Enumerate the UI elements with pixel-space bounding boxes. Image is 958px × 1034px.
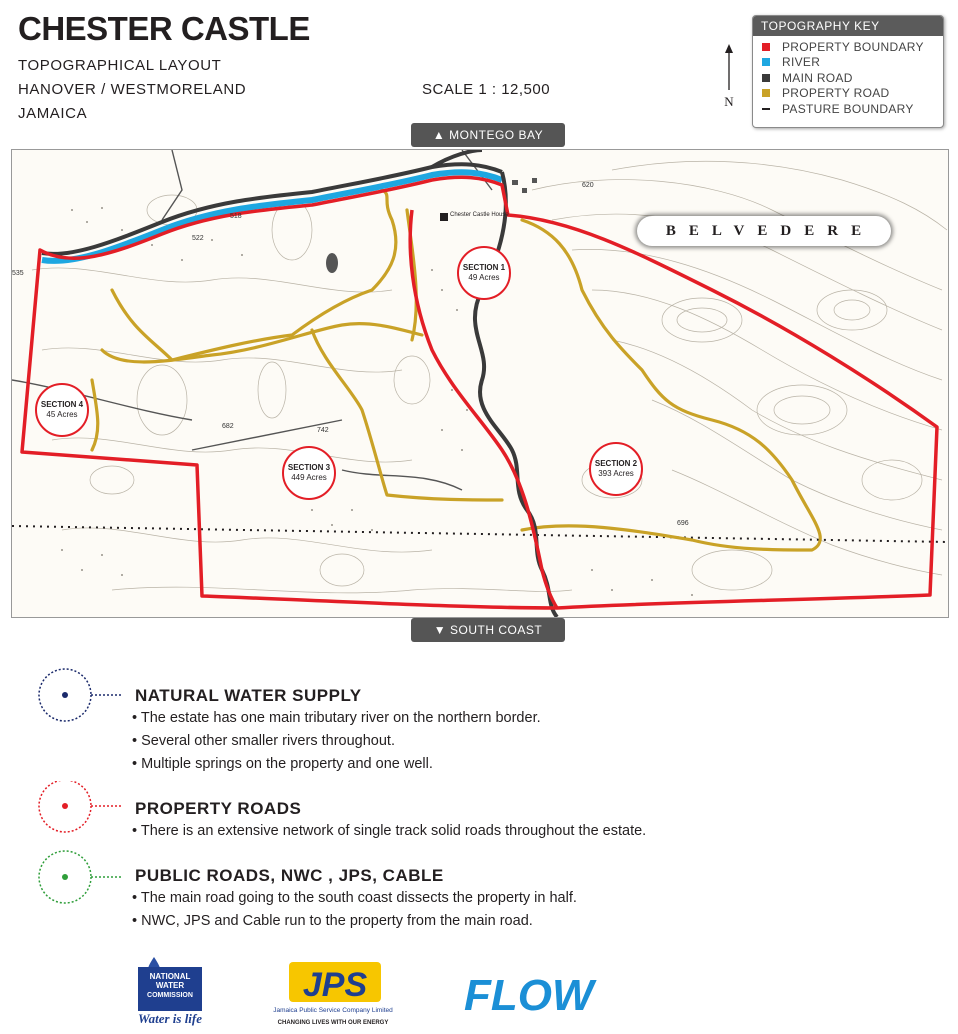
key-title: TOPOGRAPHY KEY — [753, 16, 943, 36]
north-arrow-icon — [718, 42, 740, 112]
gold-swatch-icon — [762, 89, 770, 97]
list-item: • Several other smaller rivers throughout. — [132, 733, 395, 749]
location-parishes: HANOVER / WESTMORELAND — [18, 81, 247, 98]
blue-swatch-icon — [762, 58, 770, 66]
montego-bay-direction: ▲ MONTEGO BAY — [411, 123, 565, 147]
elevation-label: 696 — [677, 520, 689, 527]
feature-public-roads — [30, 848, 930, 938]
elevation-label: 535 — [12, 270, 24, 277]
public-roads-icon — [30, 848, 126, 908]
svg-text:JPS: JPS — [302, 966, 368, 1004]
svg-text:CHANGING LIVES WITH OUR ENERGY: CHANGING LIVES WITH OUR ENERGY — [277, 1020, 389, 1026]
north-label: N — [724, 94, 734, 109]
section-2-marker: SECTION 2 393 Acres — [589, 442, 643, 496]
section-4-marker: SECTION 4 45 Acres — [35, 383, 89, 437]
location-country: JAMAICA — [18, 105, 88, 122]
elevation-label: 742 — [317, 427, 329, 434]
main-road — [42, 150, 557, 617]
list-item: • The estate has one main tributary river on the northern border. — [132, 710, 541, 726]
south-coast-direction: ▼ SOUTH COAST — [411, 618, 565, 642]
flow-logo — [460, 968, 610, 1018]
nwc-logo — [132, 955, 208, 1029]
water-supply-icon — [30, 668, 126, 728]
elevation-label: 522 — [192, 235, 204, 242]
list-item: • The main road going to the south coast dissects the property in half. — [132, 890, 577, 906]
key-item-pasture-boundary: PASTURE BOUNDARY — [753, 101, 943, 117]
property-roads-icon — [30, 781, 126, 841]
elevation-label: 518 — [230, 213, 242, 220]
list-item: • Multiple springs on the property and one well. — [132, 756, 433, 772]
red-swatch-icon — [762, 43, 770, 51]
belvedere-label: BELVEDERE — [637, 216, 891, 246]
section-3-marker: SECTION 3 449 Acres — [282, 446, 336, 500]
public-roads-heading: PUBLIC ROADS, NWC , JPS, CABLE — [135, 866, 444, 885]
key-item-property-boundary: PROPERTY BOUNDARY — [753, 39, 943, 55]
list-item: • There is an extensive network of single track solid roads throughout the estate. — [132, 823, 647, 839]
property-roads-heading: PROPERTY ROADS — [135, 799, 302, 818]
line-swatch-icon — [762, 108, 770, 110]
map-scale: SCALE 1 : 12,500 — [422, 81, 551, 98]
topographic-map — [11, 149, 949, 618]
river-line — [42, 172, 502, 261]
page-title: CHESTER CASTLE — [18, 10, 310, 47]
map-subtitle: TOPOGRAPHICAL LAYOUT — [18, 57, 222, 74]
dark-swatch-icon — [762, 74, 770, 82]
svg-text:NATIONAL: NATIONAL — [149, 972, 191, 981]
feature-water-supply — [30, 668, 930, 772]
vegetation-dots — [61, 207, 693, 596]
water-supply-heading: NATURAL WATER SUPPLY — [135, 686, 362, 705]
chester-castle-house-marker — [440, 212, 509, 221]
jps-logo — [257, 960, 409, 1028]
key-item-property-road: PROPERTY ROAD — [753, 86, 943, 102]
elevation-label: 620 — [582, 182, 594, 189]
topography-key — [752, 15, 944, 128]
svg-text:Water is life: Water is life — [137, 1011, 203, 1026]
list-item: • NWC, JPS and Cable run to the property from the main road. — [132, 913, 533, 929]
key-item-river: RIVER — [753, 55, 943, 71]
svg-text:Jamaica Public Service Company: Jamaica Public Service Company Limited — [273, 1007, 393, 1014]
elevation-label: 682 — [222, 423, 234, 430]
feature-property-roads — [30, 781, 930, 841]
key-item-main-road: MAIN ROAD — [753, 70, 943, 86]
svg-text:WATER: WATER — [155, 981, 185, 990]
house-label: Chester Castle House — [450, 212, 509, 218]
svg-text:COMMISSION: COMMISSION — [147, 992, 193, 999]
svg-text:FLOW: FLOW — [464, 971, 594, 1018]
section-1-marker: SECTION 1 49 Acres — [457, 246, 511, 300]
